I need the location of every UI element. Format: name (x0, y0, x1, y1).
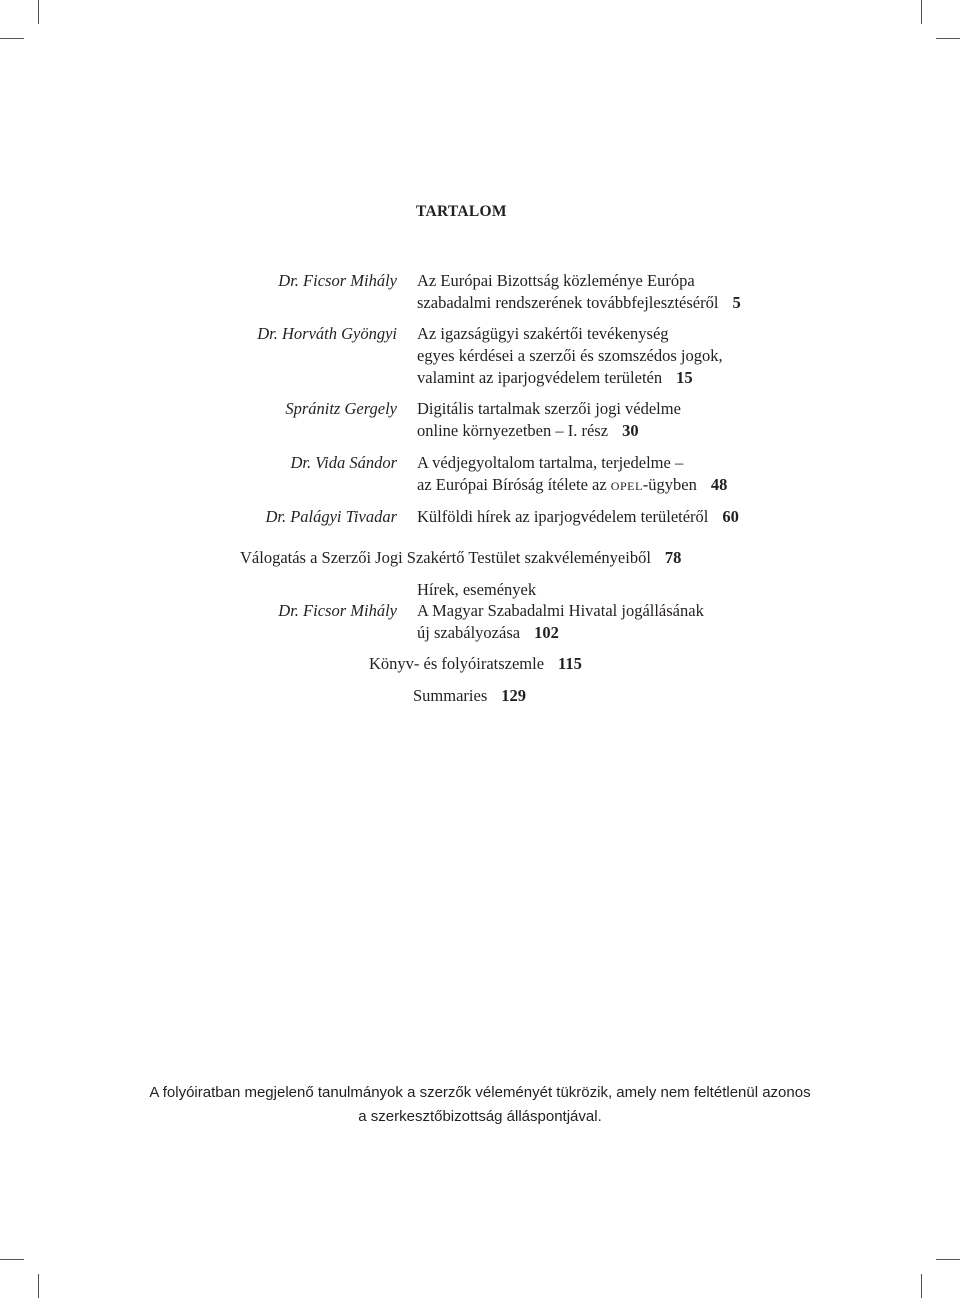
toc-title-line: Külföldi hírek az iparjogvédelem területéről 60 (417, 507, 739, 526)
toc-page-number: 15 (676, 368, 693, 387)
toc-page-number: 48 (710, 475, 728, 494)
toc-author: Dr. Ficsor Mihály (278, 271, 397, 290)
toc-title-line: A védjegyoltalom tartalma, terjedelme – (417, 453, 684, 472)
toc-page-number: 129 (501, 686, 526, 705)
toc-section-summaries: Summaries 129 (413, 686, 526, 705)
crop-mark-top-left-v (38, 0, 39, 24)
toc-author: Spránitz Gergely (285, 399, 397, 418)
toc-page-number: 30 (622, 421, 639, 440)
toc-section-konyv: Könyv- és folyóiratszemle 115 (369, 654, 582, 673)
toc-page-number: 102 (534, 623, 559, 642)
opel-small-caps: opel (610, 475, 643, 494)
toc-page-number: 115 (558, 654, 582, 673)
toc-title-line: új szabályozása 102 (417, 623, 559, 642)
toc-page-number: 5 (732, 293, 741, 312)
toc-title-line: Az Európai Bizottság közleménye Európa (417, 271, 695, 290)
toc-title-line: az Európai Bíróság ítélete az opel-ügyben 48 (417, 475, 728, 494)
toc-title-line: szabadalmi rendszerének továbbfejlesztéséről 5 (417, 293, 741, 312)
toc-author: Dr. Palágyi Tivadar (265, 507, 397, 526)
crop-mark-top-left-h (0, 38, 24, 39)
toc-title-line: valamint az iparjogvédelem területén 15 (417, 368, 693, 387)
crop-mark-bottom-left-h (0, 1259, 24, 1260)
crop-mark-bottom-left-v (38, 1274, 39, 1298)
toc-title-line: Digitális tartalmak szerzői jogi védelme (417, 399, 681, 418)
toc-author: Dr. Ficsor Mihály (278, 601, 397, 620)
footnote-line: A folyóiratban megjelenő tanulmányok a szerzők véleményét tükrözik, amely nem feltétlenül azonos (149, 1084, 811, 1101)
toc-author: Dr. Horváth Gyöngyi (257, 324, 397, 343)
toc-page-number: 60 (722, 507, 739, 526)
toc-title-line: A Magyar Szabadalmi Hivatal jogállásának (417, 601, 704, 620)
toc-section-heading-hirek: Hírek, események (417, 580, 537, 599)
crop-mark-bottom-right-h (936, 1259, 960, 1260)
crop-mark-top-right-v (921, 0, 922, 24)
toc-title-line: Az igazságügyi szakértői tevékenység (417, 324, 669, 343)
crop-mark-top-right-h (936, 38, 960, 39)
toc-section-valogatas: Válogatás a Szerzői Jogi Szakértő Testület szakvéleményeiből 78 (240, 548, 682, 567)
page-heading: TARTALOM (416, 203, 507, 220)
footnote-line: a szerkesztőbizottság álláspontjával. (358, 1108, 602, 1125)
toc-title-line: egyes kérdései a szerzői és szomszédos jogok, (417, 346, 723, 365)
toc-author: Dr. Vida Sándor (290, 453, 397, 472)
toc-title-line: online környezetben – I. rész 30 (417, 421, 639, 440)
toc-page-number: 78 (664, 548, 682, 567)
crop-mark-bottom-right-v (921, 1274, 922, 1298)
